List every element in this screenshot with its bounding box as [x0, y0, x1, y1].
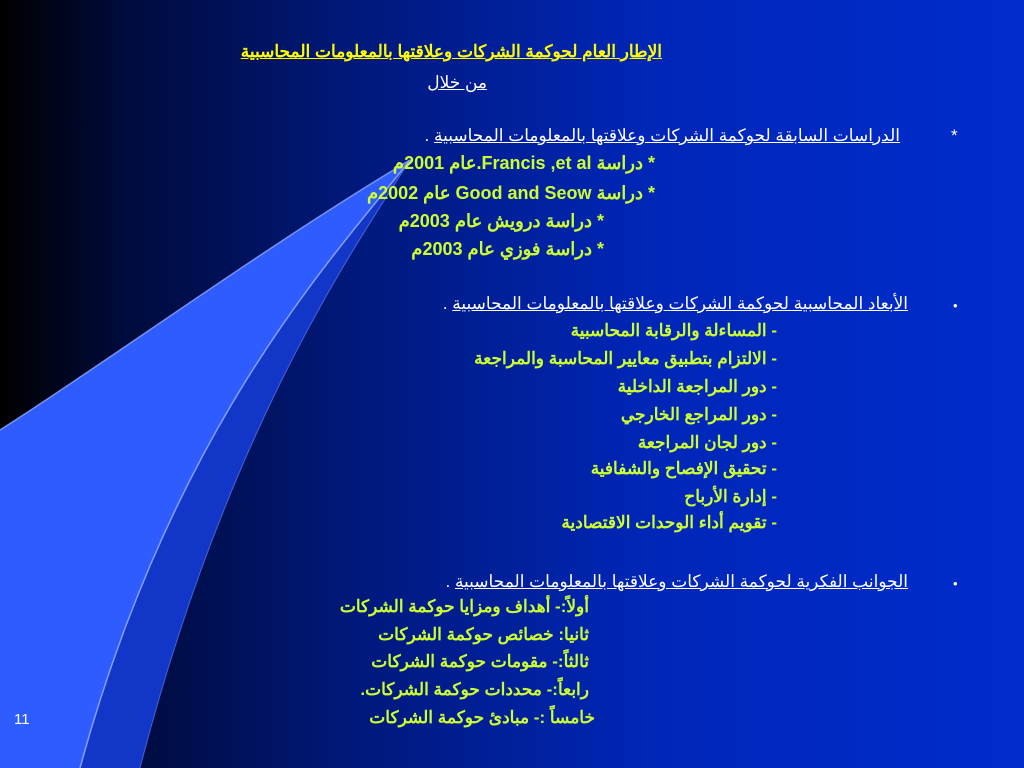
- aspect-item: خامساً :- مبادئ حوكمة الشركات: [369, 708, 595, 727]
- aspect-item: ثانيا: خصائص حوكمة الشركات: [378, 625, 589, 644]
- study-1-text: * دراسة Francis ,et al.عام 2001م: [392, 153, 655, 173]
- section-1-marker: *: [951, 126, 958, 145]
- section-1-heading-suffix: .: [424, 126, 434, 145]
- dimension-item: - دور المراجعة الداخلية: [617, 377, 777, 396]
- study-item: * دراسة درويش عام 2003م: [398, 211, 604, 231]
- section-2-heading-suffix: .: [442, 294, 453, 313]
- slide-title: الإطار العام لحوكمة الشركات وعلاقتها بالمعلومات المحاسبية: [240, 42, 662, 61]
- aspect-item: أولاً:- أهداف ومزايا حوكمة الشركات: [339, 597, 589, 616]
- study-item: [393, 153, 655, 174]
- dimension-item: - المساءلة والرقابة المحاسبية: [570, 321, 777, 340]
- dimension-item: - تحقيق الإفصاح والشفافية: [590, 459, 777, 478]
- section-3-heading-text: الجوانب الفكرية لحوكمة الشركات وعلاقتها بالمعلومات المحاسبية: [454, 572, 908, 591]
- section-3-marker: •: [953, 576, 958, 591]
- section-2-marker: •: [953, 298, 958, 313]
- page-number: 11: [14, 711, 30, 728]
- section-2-heading-text: الأبعاد المحاسبية لحوكمة الشركات وعلاقتها بالمعلومات المحاسبية: [452, 294, 908, 313]
- section-3-heading-suffix: .: [445, 572, 455, 591]
- dimension-item: - دور المراجع الخارجي: [620, 405, 777, 424]
- study-2-text: * دراسة Good and Seow عام 2002م: [366, 183, 655, 203]
- slide-subtitle: من خلال: [427, 73, 487, 92]
- section-1-heading: [425, 126, 900, 146]
- section-1-heading-text: الدراسات السابقة لحوكمة الشركات وعلاقتها بالمعلومات المحاسبية: [433, 126, 900, 145]
- section-2-heading: [443, 294, 908, 314]
- section-3-heading: [445, 572, 908, 592]
- aspect-item: ثالثاً:- مقومات حوكمة الشركات: [371, 652, 589, 671]
- study-item: [367, 183, 655, 204]
- study-item: * دراسة فوزي عام 2003م: [411, 239, 604, 259]
- dimension-item: - إدارة الأرباح: [684, 487, 777, 506]
- dimension-item: - الالتزام بتطبيق معايير المحاسبة والمراجعة: [474, 349, 777, 368]
- aspect-item: رابعاً:- محددات حوكمة الشركات.: [360, 680, 589, 699]
- dimension-item: - دور لجان المراجعة: [637, 433, 777, 452]
- dimension-item: - تقويم أداء الوحدات الاقتصادية: [561, 513, 777, 532]
